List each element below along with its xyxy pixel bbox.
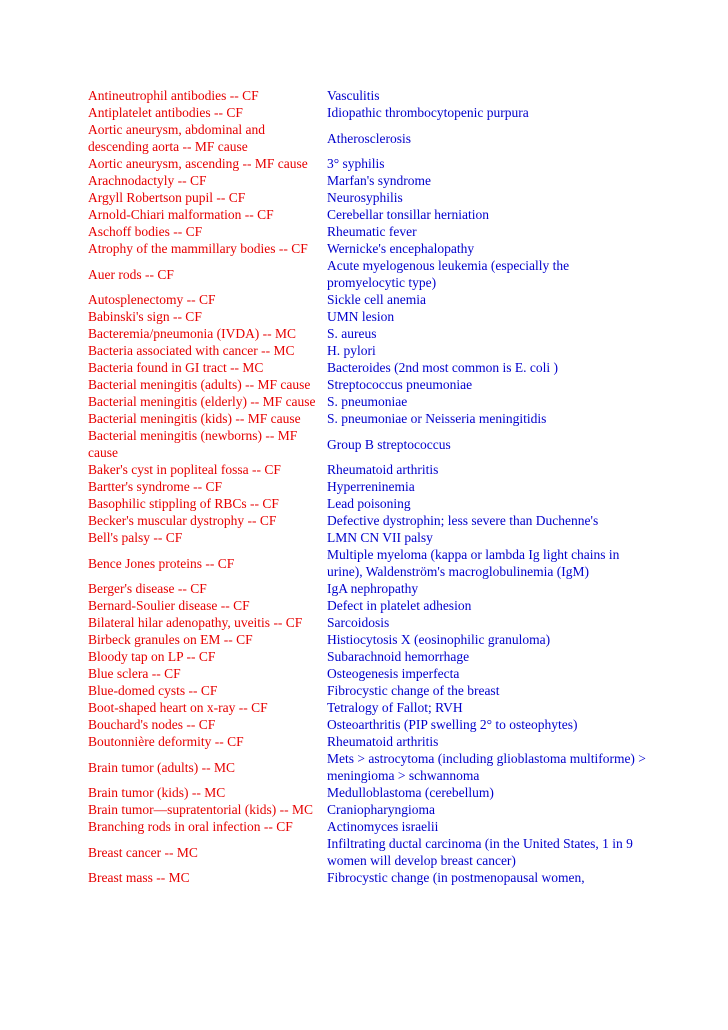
table-row [88, 87, 648, 104]
definition-cell: IgA nephropathy [327, 581, 419, 596]
definition-cell: Subarachnoid hemorrhage [327, 649, 470, 664]
table-row [88, 580, 648, 597]
definition-cell: Cerebellar tonsillar herniation [327, 207, 489, 222]
table-row [88, 308, 648, 325]
definition-cell: Hyperreninemia [327, 479, 415, 494]
definition-cell: Fibrocystic change (in postmenopausal women, [327, 870, 585, 885]
definition-cell: Idiopathic thrombocytopenic purpura [327, 105, 529, 120]
term-cell: Blue sclera -- CF [88, 666, 181, 681]
table-row [88, 495, 648, 512]
term-cell: Argyll Robertson pupil -- CF [88, 190, 246, 205]
table-row [88, 801, 648, 818]
table-row [88, 172, 648, 189]
definition-cell: Rheumatoid arthritis [327, 734, 439, 749]
definition-cell: S. pneumoniae [327, 394, 408, 409]
definition-cell: Streptococcus pneumoniae [327, 377, 473, 392]
table-row [88, 784, 648, 801]
definition-cell: Lead poisoning [327, 496, 411, 511]
term-cell: Auer rods -- CF [88, 266, 174, 282]
term-cell: Bacteremia/pneumonia (IVDA) -- MC [88, 326, 297, 341]
definition-cell: Tetralogy of Fallot; RVH [327, 700, 463, 715]
term-cell: Bilateral hilar adenopathy, uveitis -- CF [88, 615, 303, 630]
definition-cell: Bacteroides (2nd most common is E. coli ) [327, 360, 558, 375]
document-page [88, 87, 648, 886]
definition-cell: Sarcoidosis [327, 615, 390, 630]
table-row [88, 869, 648, 886]
table-row [88, 835, 648, 869]
term-cell: Bacterial meningitis (kids) -- MF cause [88, 411, 301, 426]
table-row [88, 342, 648, 359]
table-row [88, 427, 648, 461]
definition-cell: LMN CN VII palsy [327, 530, 433, 545]
table-row [88, 240, 648, 257]
term-cell: Bacterial meningitis (elderly) -- MF cause [88, 394, 316, 409]
term-cell: Atrophy of the mammillary bodies -- CF [88, 241, 308, 256]
definition-cell: H. pylori [327, 343, 376, 358]
definition-cell: Defect in platelet adhesion [327, 598, 472, 613]
term-cell: Bacterial meningitis (newborns) -- MF cause [88, 428, 298, 460]
table-row [88, 699, 648, 716]
term-cell: Antineutrophil antibodies -- CF [88, 88, 259, 103]
table-row [88, 682, 648, 699]
definition-cell: Neurosyphilis [327, 190, 403, 205]
term-cell: Birbeck granules on EM -- CF [88, 632, 253, 647]
definition-cell: Rheumatoid arthritis [327, 462, 439, 477]
term-cell: Branching rods in oral infection -- CF [88, 819, 293, 834]
term-cell: Aortic aneurysm, ascending -- MF cause [88, 156, 308, 171]
table-row [88, 121, 648, 155]
table-row [88, 206, 648, 223]
definition-cell: 3° syphilis [327, 156, 385, 171]
table-row [88, 155, 648, 172]
table-row [88, 665, 648, 682]
table-row [88, 648, 648, 665]
definition-cell: Sickle cell anemia [327, 292, 426, 307]
table-row [88, 818, 648, 835]
term-cell: Bernard-Soulier disease -- CF [88, 598, 250, 613]
table-row [88, 410, 648, 427]
definitions-table [88, 87, 648, 886]
term-cell: Brain tumor—supratentorial (kids) -- MC [88, 802, 313, 817]
definition-cell: Infiltrating ductal carcinoma (in the United States, 1 in 9 women will develop breast cancer) [327, 836, 633, 868]
table-row [88, 614, 648, 631]
term-cell: Bacteria associated with cancer -- MC [88, 343, 295, 358]
term-cell: Boot-shaped heart on x-ray -- CF [88, 700, 268, 715]
table-row [88, 376, 648, 393]
term-cell: Bloody tap on LP -- CF [88, 649, 216, 664]
definition-cell: Mets > astrocytoma (including glioblastoma multiforme) > meningioma > schwannoma [327, 751, 646, 783]
definition-cell: UMN lesion [327, 309, 395, 324]
term-cell: Arachnodactyly -- CF [88, 173, 207, 188]
term-cell: Berger's disease -- CF [88, 581, 207, 596]
term-cell: Brain tumor (adults) -- MC [88, 759, 235, 775]
table-row [88, 223, 648, 240]
term-cell: Aortic aneurysm, abdominal and descending aorta -- MF cause [88, 122, 265, 154]
table-row [88, 325, 648, 342]
definition-cell: Group B streptococcus [327, 436, 451, 452]
table-row [88, 512, 648, 529]
definition-cell: Osteoarthritis (PIP swelling 2° to osteophytes) [327, 717, 578, 732]
term-cell: Autosplenectomy -- CF [88, 292, 216, 307]
table-row [88, 631, 648, 648]
term-cell: Bartter's syndrome -- CF [88, 479, 223, 494]
term-cell: Bell's palsy -- CF [88, 530, 183, 545]
term-cell: Aschoff bodies -- CF [88, 224, 203, 239]
term-cell: Baker's cyst in popliteal fossa -- CF [88, 462, 281, 477]
table-row [88, 529, 648, 546]
definition-cell: S. pneumoniae or Neisseria meningitidis [327, 411, 547, 426]
definition-cell: Defective dystrophin; less severe than Duchenne's [327, 513, 599, 528]
definition-cell: Actinomyces israelii [327, 819, 439, 834]
table-row [88, 461, 648, 478]
term-cell: Brain tumor (kids) -- MC [88, 785, 226, 800]
term-cell: Breast mass -- MC [88, 870, 190, 885]
term-cell: Babinski's sign -- CF [88, 309, 202, 324]
table-row [88, 291, 648, 308]
term-cell: Blue-domed cysts -- CF [88, 683, 218, 698]
definition-cell: Osteogenesis imperfecta [327, 666, 460, 681]
table-row [88, 359, 648, 376]
definition-cell: Wernicke's encephalopathy [327, 241, 475, 256]
definition-cell: Marfan's syndrome [327, 173, 432, 188]
definitions-body [88, 87, 648, 886]
table-row [88, 393, 648, 410]
term-cell: Bence Jones proteins -- CF [88, 555, 235, 571]
table-row [88, 189, 648, 206]
term-cell: Bacterial meningitis (adults) -- MF cause [88, 377, 311, 392]
term-cell: Boutonnière deformity -- CF [88, 734, 244, 749]
definition-cell: S. aureus [327, 326, 377, 341]
definition-cell: Vasculitis [327, 88, 380, 103]
term-cell: Basophilic stippling of RBCs -- CF [88, 496, 279, 511]
term-cell: Bacteria found in GI tract -- MC [88, 360, 264, 375]
definition-cell: Multiple myeloma (kappa or lambda Ig light chains in urine), Waldenström's macroglobulinemia (IgM) [327, 547, 620, 579]
term-cell: Bouchard's nodes -- CF [88, 717, 216, 732]
table-row [88, 733, 648, 750]
table-row [88, 716, 648, 733]
table-row [88, 597, 648, 614]
definition-cell: Fibrocystic change of the breast [327, 683, 500, 698]
term-cell: Antiplatelet antibodies -- CF [88, 105, 243, 120]
definition-cell: Acute myelogenous leukemia (especially the promyelocytic type) [327, 258, 570, 290]
table-row [88, 257, 648, 291]
term-cell: Breast cancer -- MC [88, 844, 198, 860]
definition-cell: Atherosclerosis [327, 130, 411, 146]
term-cell: Becker's muscular dystrophy -- CF [88, 513, 277, 528]
table-row [88, 104, 648, 121]
definition-cell: Medulloblastoma (cerebellum) [327, 785, 494, 800]
table-row [88, 546, 648, 580]
definition-cell: Craniopharyngioma [327, 802, 435, 817]
table-row [88, 478, 648, 495]
term-cell: Arnold-Chiari malformation -- CF [88, 207, 274, 222]
definition-cell: Rheumatic fever [327, 224, 417, 239]
definition-cell: Histiocytosis X (eosinophilic granuloma) [327, 632, 551, 647]
table-row [88, 750, 648, 784]
